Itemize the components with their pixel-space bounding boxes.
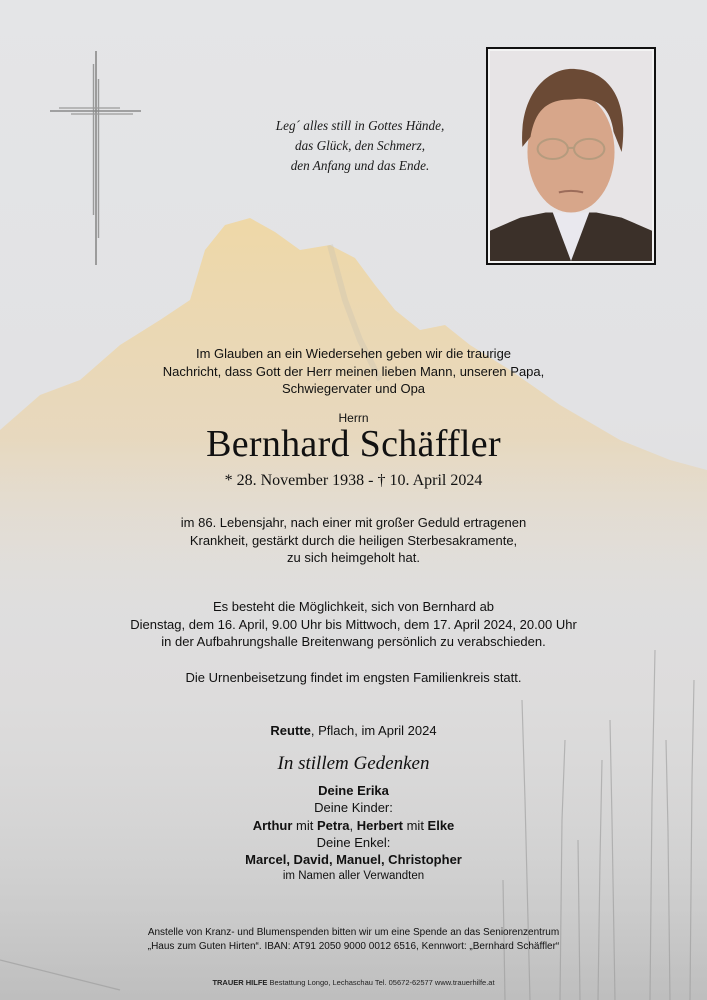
funeral-home-footer (0, 978, 707, 987)
quote-line: das Glück, den Schmerz, (294, 138, 425, 153)
intro-line: Nachricht, dass Gott der Herr meinen lieben Mann, unseren Papa, (162, 363, 545, 379)
donation-note (0, 926, 707, 954)
quote-line: Leg´ alles still in Gottes Hände, (275, 118, 445, 133)
connector: mit (402, 817, 428, 833)
farewell-line: Es besteht die Möglichkeit, sich von Bernhard ab (212, 599, 495, 614)
footer-brand: TRAUER HILFE (212, 978, 268, 987)
illness-line: Krankheit, gestärkt durch die heiligen Sterbesakramente, (189, 532, 518, 548)
intro-text (0, 345, 707, 398)
farewell-line: Dienstag, dem 16. April, 9.00 Uhr bis Mittwoch, dem 17. April 2024, 20.00 Uhr (130, 616, 577, 632)
mourners-list (0, 782, 707, 886)
children-names (0, 817, 707, 834)
mourner-wife: Deine Erika (318, 783, 389, 798)
illness-line: im 86. Lebensjahr, nach einer mit großer Geduld ertragenen (180, 515, 527, 530)
portrait-frame (486, 47, 656, 265)
portrait-photo (490, 51, 652, 261)
cross-icon (50, 50, 142, 266)
donation-line: „Haus zum Guten Hirten“. IBAN: AT91 2050 9000 0012 6516, Kennwort: „Bernhard Schäffler“ (147, 941, 560, 952)
child-name: Arthur (252, 817, 293, 833)
place-bold: Reutte (270, 723, 311, 738)
salutation: Herrn (338, 411, 369, 425)
life-dates: * 28. November 1938 - † 10. April 2024 (224, 472, 483, 489)
farewell-line: in der Aufbahrungshalle Breitenwang persönlich zu verabschieden. (161, 634, 546, 649)
donation-line: Anstelle von Kranz- und Blumenspenden bitten wir um eine Spende an das Seniorenzentrum (147, 927, 560, 938)
children-label: Deine Kinder: (314, 800, 393, 816)
relatives-note: im Namen aller Verwandten (282, 870, 425, 883)
intro-line: Im Glauben an ein Wiedersehen geben wir die traurige (195, 346, 512, 361)
grandchildren-names: Marcel, David, Manuel, Christopher (245, 852, 462, 868)
intro-line: Schwiegervater und Opa (281, 381, 426, 396)
illness-line: zu sich heimgeholt hat. (287, 550, 420, 565)
separator: , (349, 817, 357, 833)
grandchildren-label: Deine Enkel: (316, 834, 391, 850)
child-name: Herbert (356, 817, 403, 833)
farewell-text (0, 598, 707, 651)
partner-name: Petra (316, 817, 350, 833)
illness-text (0, 514, 707, 567)
urn-burial-text: Die Urnenbeisetzung findet im engsten Familienkreis statt. (185, 670, 522, 685)
place-date (0, 722, 707, 740)
quote-line: den Anfang und das Ende. (290, 158, 430, 173)
place-rest: , Pflach, im April 2024 (310, 723, 437, 738)
deceased-name: Bernhard Schäffler (206, 423, 501, 465)
connector: mit (292, 817, 317, 833)
footer-text: Bestattung Longo, Lechaschau Tel. 05672-62577 www.trauerhilfe.at (267, 978, 495, 987)
mourners-heading: In stillem Gedenken (277, 753, 430, 774)
partner-name: Elke (427, 817, 455, 833)
